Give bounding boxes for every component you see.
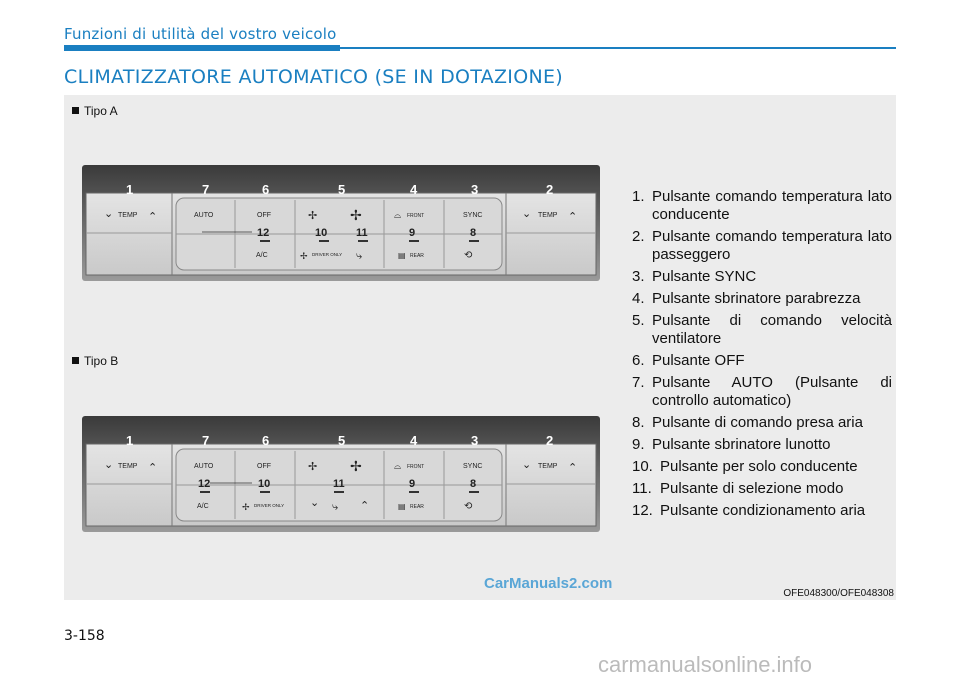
- legend-number: 6.: [632, 352, 645, 369]
- sync-button[interactable]: SYNC: [463, 212, 483, 219]
- driver-only-icon: ✢: [242, 503, 250, 513]
- callout-10: 10: [315, 227, 328, 239]
- legend-text: Pulsante per solo conducente: [660, 458, 858, 475]
- driver-only-icon: ✢: [300, 252, 308, 262]
- callout-4: 4: [410, 182, 418, 197]
- front-defrost-label: FRONT: [407, 464, 425, 470]
- type-a-text: Tipo A: [84, 104, 118, 118]
- rear-defrost-icon[interactable]: ▤: [398, 251, 406, 260]
- ac-button[interactable]: A/C: [256, 252, 268, 259]
- legend-text: Pulsante di comando velocità ventilatore: [652, 312, 892, 347]
- legend-item: [632, 312, 892, 348]
- legend-item: [632, 352, 892, 370]
- section-title: CLIMATIZZATORE AUTOMATICO (SE IN DOTAZIONE): [64, 66, 563, 88]
- temp-left-down-chevron-icon[interactable]: ⌄: [104, 458, 114, 471]
- callout-legend: [632, 188, 892, 524]
- legend-text: Pulsante di selezione modo: [660, 480, 844, 497]
- legend-item: [632, 480, 892, 498]
- legend-text: Pulsante sbrinatore lunotto: [652, 436, 831, 453]
- type-a-label: [72, 104, 118, 118]
- temp-left-label: TEMP: [118, 212, 138, 219]
- legend-text: Pulsante di comando presa aria: [652, 414, 863, 431]
- rear-defrost-label: REAR: [410, 253, 424, 259]
- callout-2: 2: [546, 433, 554, 448]
- callout-12: 12: [198, 478, 211, 490]
- auto-button[interactable]: AUTO: [194, 463, 214, 470]
- legend-item: [632, 458, 892, 476]
- temp-left-label: TEMP: [118, 463, 138, 470]
- callout-3: 3: [471, 182, 479, 197]
- callout-2: 2: [546, 182, 554, 197]
- legend-text: Pulsante AUTO (Pulsante di controllo automatico): [652, 374, 892, 409]
- legend-item: [632, 290, 892, 308]
- legend-number: 7.: [632, 374, 645, 391]
- callout-1: 1: [126, 182, 134, 197]
- header-rule-thick: [64, 45, 340, 51]
- footer-watermark: carmanualsonline.info: [598, 652, 813, 677]
- type-b-text: Tipo B: [84, 354, 119, 368]
- sync-button[interactable]: SYNC: [463, 463, 483, 470]
- callout-9: 9: [409, 478, 416, 490]
- front-defrost-icon[interactable]: ⌓: [394, 462, 402, 472]
- temp-right-down-chevron-icon[interactable]: ⌄: [522, 458, 532, 471]
- legend-item: [632, 228, 892, 264]
- legend-number: 8.: [632, 414, 645, 431]
- fan-high-icon[interactable]: ✢: [350, 459, 362, 475]
- control-panel-type-b: [82, 416, 600, 532]
- air-intake-icon[interactable]: ⟲: [464, 501, 473, 512]
- temp-right-label: TEMP: [538, 463, 558, 470]
- figure-code: OFE048300/OFE048308: [783, 588, 894, 599]
- legend-item: [632, 436, 892, 454]
- mode-select-icon[interactable]: ⤷: [356, 249, 363, 262]
- figure: [64, 95, 896, 600]
- callout-5: 5: [338, 433, 346, 448]
- mode-up-chevron-icon[interactable]: ⌃: [360, 499, 370, 512]
- callout-12: 12: [257, 227, 270, 239]
- callout-4: 4: [410, 433, 418, 448]
- bullet-square-icon: [72, 107, 79, 114]
- callout-5: 5: [338, 182, 346, 197]
- mode-select-icon[interactable]: ⤷: [332, 500, 339, 513]
- temp-right-down-chevron-icon[interactable]: ⌄: [522, 207, 532, 220]
- mode-down-chevron-icon[interactable]: ⌄: [310, 496, 320, 509]
- callout-8: 8: [470, 478, 477, 490]
- legend-item: [632, 502, 892, 520]
- legend-item: [632, 414, 892, 432]
- driver-only-button[interactable]: DRIVER ONLY: [312, 252, 343, 257]
- callout-11: 11: [333, 478, 345, 490]
- control-panel-type-a: [82, 165, 600, 281]
- legend-number: 1.: [632, 188, 645, 205]
- header-rule-thin: [340, 47, 896, 49]
- legend-item: [632, 188, 892, 224]
- type-b-label: [72, 354, 118, 368]
- temp-left-down-chevron-icon[interactable]: ⌄: [104, 207, 114, 220]
- legend-number: 5.: [632, 312, 645, 329]
- legend-text: Pulsante comando temperatura lato passeggero: [652, 228, 892, 263]
- callout-10: 10: [258, 478, 271, 490]
- legend-text: Pulsante OFF: [652, 352, 745, 369]
- callout-6: 6: [262, 433, 270, 448]
- figure-watermark: CarManuals2.com: [484, 575, 613, 592]
- callout-9: 9: [409, 227, 416, 239]
- callout-11: 11: [356, 227, 368, 239]
- off-button[interactable]: OFF: [257, 212, 271, 219]
- callout-6: 6: [262, 182, 270, 197]
- callout-7: 7: [202, 433, 210, 448]
- legend-item: [632, 374, 892, 410]
- legend-text: Pulsante condizionamento aria: [660, 502, 866, 519]
- fan-low-icon[interactable]: ✢: [308, 460, 318, 473]
- temp-right-up-chevron-icon[interactable]: ⌃: [568, 461, 578, 474]
- temp-right-up-chevron-icon[interactable]: ⌃: [568, 210, 578, 223]
- legend-number: 12.: [632, 502, 653, 519]
- driver-only-button[interactable]: DRIVER ONLY: [254, 503, 285, 508]
- legend-number: 9.: [632, 436, 645, 453]
- bullet-square-icon: [72, 357, 79, 364]
- legend-number: 4.: [632, 290, 645, 307]
- page-number: 3-158: [64, 628, 105, 644]
- legend-number: 3.: [632, 268, 645, 285]
- legend-number: 2.: [632, 228, 645, 245]
- legend-number: 10.: [632, 458, 653, 475]
- callout-3: 3: [471, 433, 479, 448]
- legend-text: Pulsante SYNC: [652, 268, 757, 285]
- callout-8: 8: [470, 227, 477, 239]
- temp-right-label: TEMP: [538, 212, 558, 219]
- auto-button[interactable]: AUTO: [194, 212, 214, 219]
- callout-1: 1: [126, 433, 134, 448]
- air-intake-icon[interactable]: ⟲: [464, 250, 473, 261]
- legend-item: [632, 268, 892, 286]
- rear-defrost-icon[interactable]: ▤: [398, 502, 406, 511]
- ac-button[interactable]: A/C: [197, 503, 209, 510]
- fan-high-icon[interactable]: ✢: [350, 208, 362, 224]
- front-defrost-label: FRONT: [407, 213, 425, 219]
- front-defrost-icon[interactable]: ⌓: [394, 211, 402, 221]
- header-title: Funzioni di utilità del vostro veicolo: [64, 25, 337, 43]
- temp-left-up-chevron-icon[interactable]: ⌃: [148, 461, 158, 474]
- rear-defrost-label: REAR: [410, 504, 424, 510]
- temp-left-up-chevron-icon[interactable]: ⌃: [148, 210, 158, 223]
- off-button[interactable]: OFF: [257, 463, 271, 470]
- legend-number: 11.: [632, 480, 652, 497]
- legend-text: Pulsante comando temperatura lato conducente: [652, 188, 892, 223]
- legend-text: Pulsante sbrinatore parabrezza: [652, 290, 861, 307]
- fan-low-icon[interactable]: ✢: [308, 209, 318, 222]
- callout-7: 7: [202, 182, 210, 197]
